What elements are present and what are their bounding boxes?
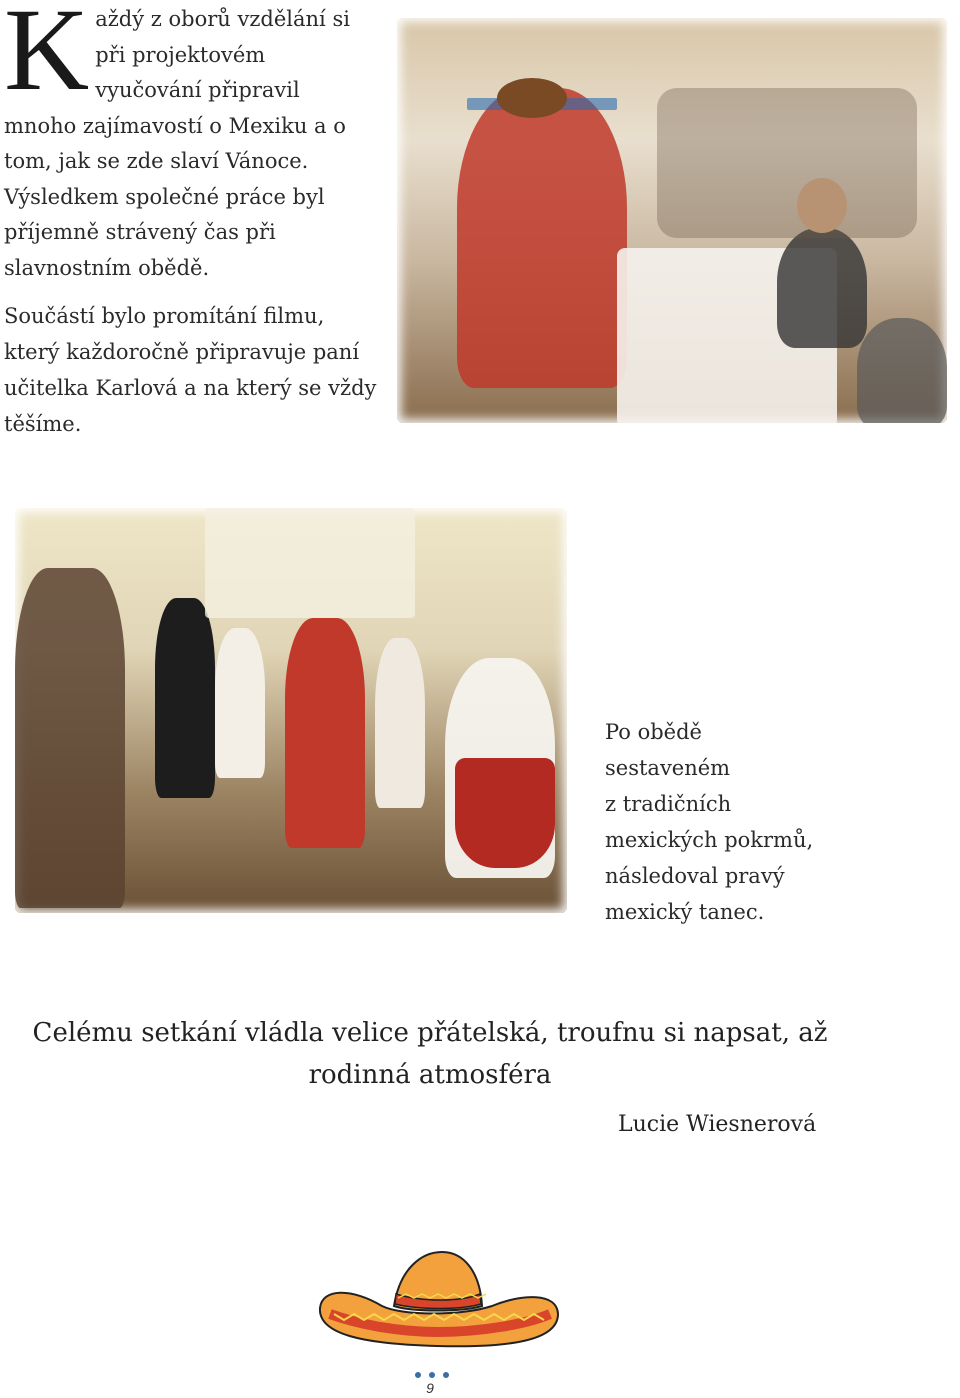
page-number: 9 [426, 1380, 434, 1396]
photo-lunch [397, 18, 947, 423]
paragraph-dance-line: Po obědě [605, 720, 702, 744]
paragraph-dance-line: následoval pravý [605, 864, 785, 888]
sombrero-icon [312, 1248, 562, 1358]
closing-statement [20, 1012, 840, 1096]
paragraph-dance [605, 714, 905, 930]
paragraph-dance-line: mexický tanec. [605, 900, 765, 924]
paragraph-dance-line: sestaveném [605, 756, 731, 780]
author-name: Lucie Wiesnerová [618, 1112, 817, 1137]
closing-line-1: Celému setkání vládla velice přátelská, troufnu si napsat, až [32, 1018, 828, 1048]
page-dots-decoration [412, 1370, 452, 1380]
photo-dance [15, 508, 567, 913]
paragraph-dance-line: mexických pokrmů, [605, 828, 814, 852]
drop-cap: K [4, 0, 90, 115]
intro-text: aždý z oborů vzdělání si při projektovém vyučování připravil mnoho zajímavostí o Mexiku a o tom, jak se zde slaví Vánoce. Výsledkem společné práce byl příjemně strávený čas při slavnostním obědě. [4, 7, 350, 280]
paragraph-film: Součástí bylo promítání filmu, který každoročně připravuje paní učitelka Karlová a na který se vždy těšíme. [4, 304, 377, 436]
paragraph-dance-line: z tradičních [605, 792, 732, 816]
intro-paragraph [4, 2, 374, 286]
closing-line-2: rodinná atmosféra [308, 1060, 552, 1090]
